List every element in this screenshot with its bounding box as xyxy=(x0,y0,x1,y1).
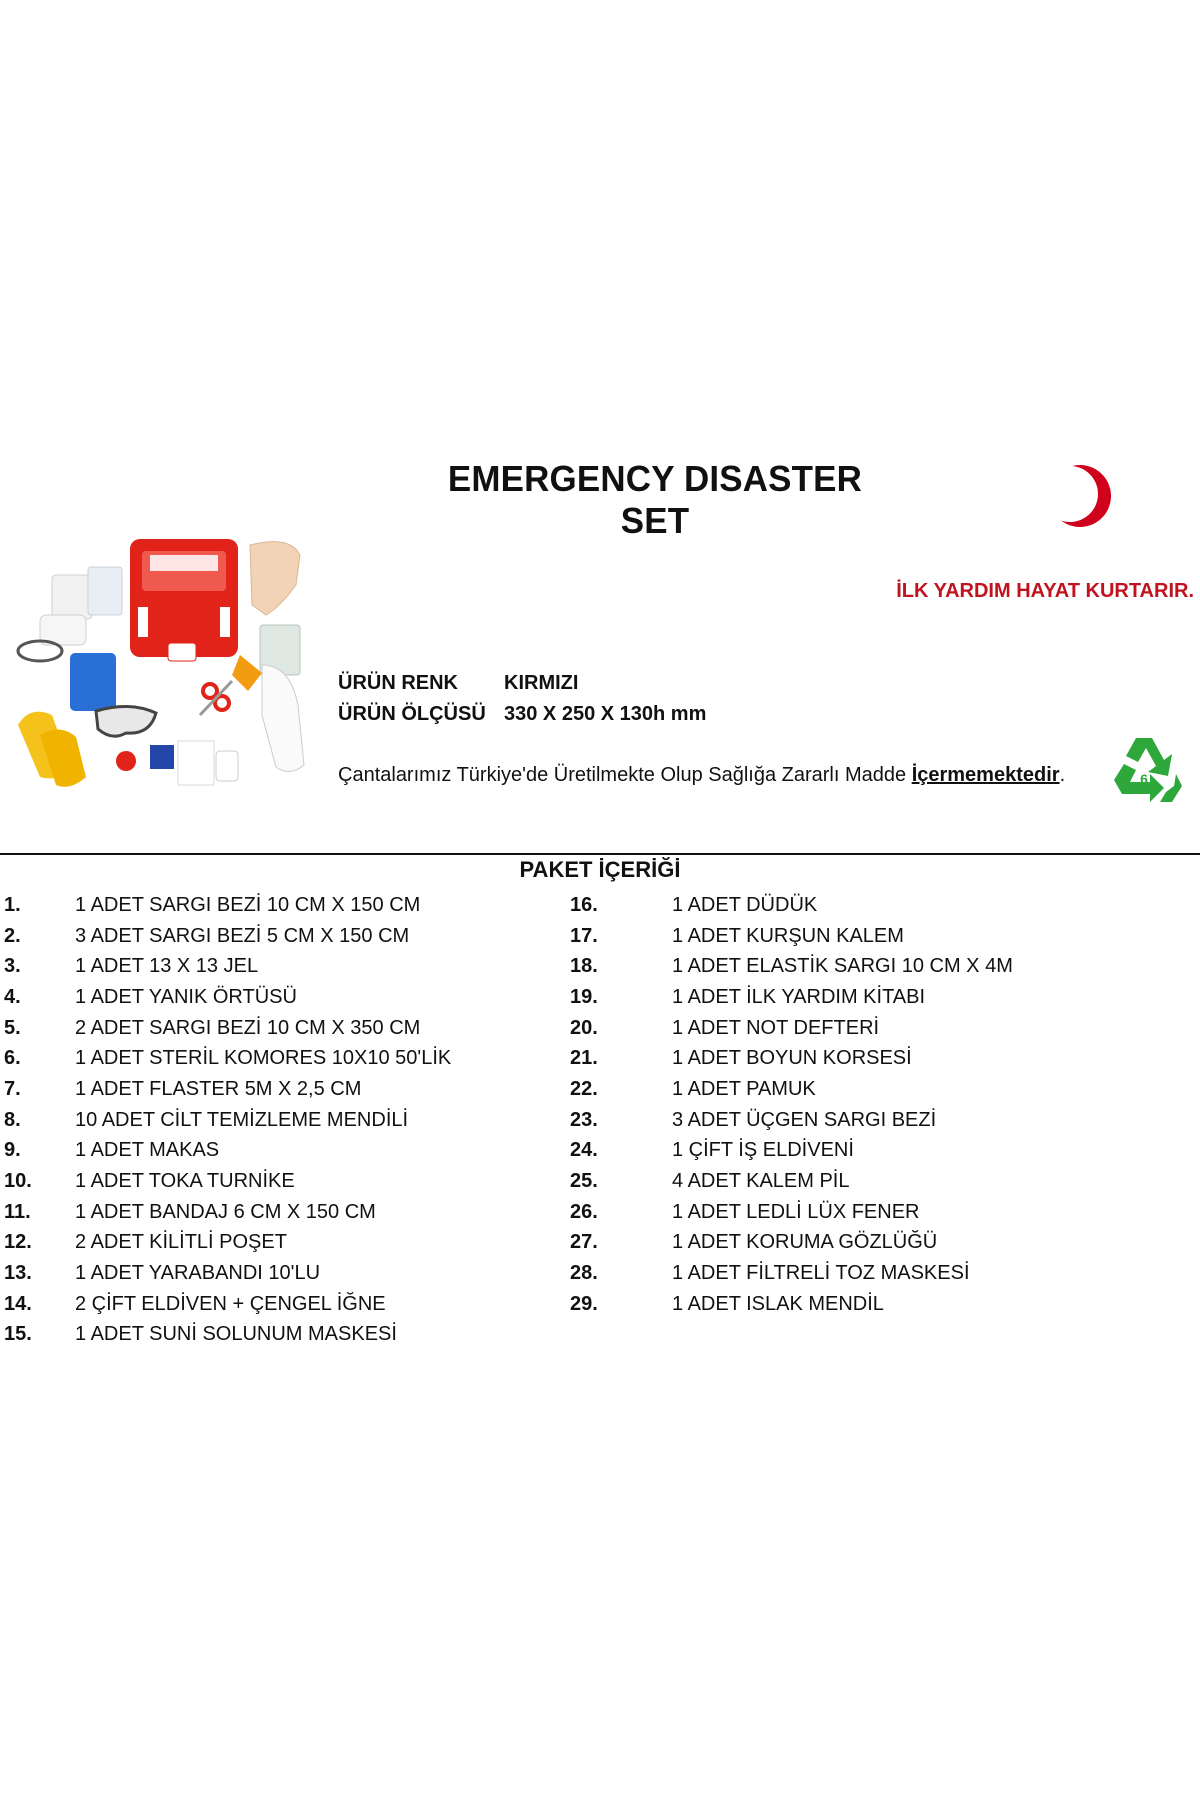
list-item: 6. 1 ADET STERİL KOMORES 10X10 50'LİK xyxy=(4,1047,452,1070)
note-suffix: . xyxy=(1059,764,1066,786)
spec-value: KIRMIZI xyxy=(504,672,579,694)
list-item: 23. 3 ADET ÜÇGEN SARGI BEZİ xyxy=(570,1108,937,1131)
list-item: 13. 1 ADET YARABANDI 10'LU xyxy=(4,1262,321,1285)
spec-color xyxy=(338,672,578,695)
list-item: 25. 4 ADET KALEM PİL xyxy=(570,1170,850,1193)
list-item: 22. 1 ADET PAMUK xyxy=(570,1077,816,1100)
list-item: 4. 1 ADET YANIK ÖRTÜSÜ xyxy=(4,985,297,1008)
list-item: 24. 1 ÇİFT İŞ ELDİVENİ xyxy=(570,1139,854,1162)
list-item: 28. 1 ADET FİLTRELİ TOZ MASKESİ xyxy=(570,1262,970,1285)
list-item: 2. 3 ADET SARGI BEZİ 5 CM X 150 CM xyxy=(4,924,410,947)
list-item: 3. 1 ADET 13 X 13 JEL xyxy=(4,955,259,978)
list-item: 9. 1 ADET MAKAS xyxy=(4,1139,220,1162)
list-item: 21. 1 ADET BOYUN KORSESİ xyxy=(570,1047,912,1070)
list-item: 18. 1 ADET ELASTİK SARGI 10 CM X 4M xyxy=(570,955,1013,978)
spec-label: ÜRÜN RENK xyxy=(338,672,458,694)
list-item: 11. 1 ADET BANDAJ 6 CM X 150 CM xyxy=(4,1200,376,1223)
contents-title: PAKET İÇERİĞİ xyxy=(519,857,681,882)
list-item: 26. 1 ADET LEDLİ LÜX FENER xyxy=(570,1200,920,1223)
divider xyxy=(0,853,1200,855)
list-item: 29. 1 ADET ISLAK MENDİL xyxy=(570,1292,884,1315)
spec-value: 330 X 250 X 130h mm xyxy=(504,703,707,725)
note-text: Çantalarımız Türkiye'de Üretilmekte Olup Sağlığa Zararlı Madde xyxy=(338,764,912,786)
list-item: 1. 1 ADET SARGI BEZİ 10 CM X 150 CM xyxy=(4,893,421,916)
contents-list-right xyxy=(570,890,1013,1320)
page-title: EMERGENCY DISASTER SET xyxy=(447,458,863,541)
list-item: 5. 2 ADET SARGI BEZİ 10 CM X 350 CM xyxy=(4,1016,421,1039)
list-item: 16. 1 ADET DÜDÜK xyxy=(570,893,818,916)
list-item: 20. 1 ADET NOT DEFTERİ xyxy=(570,1016,880,1039)
red-crescent-icon xyxy=(1044,456,1124,536)
list-item: 14. 2 ÇİFT ELDİVEN + ÇENGEL İĞNE xyxy=(4,1292,386,1315)
list-item: 17. 1 ADET KURŞUN KALEM xyxy=(570,924,904,947)
tagline: İLK YARDIM HAYAT KURTARIR. xyxy=(896,580,1194,602)
spec-label: ÜRÜN ÖLÇÜSÜ xyxy=(338,703,486,725)
recycle-icon xyxy=(1102,730,1186,814)
recycle-number: 6 xyxy=(1140,771,1148,787)
list-item: 7. 1 ADET FLASTER 5M X 2,5 CM xyxy=(4,1077,362,1100)
list-item: 15. 1 ADET SUNİ SOLUNUM MASKESİ xyxy=(4,1323,397,1346)
list-item: 27. 1 ADET KORUMA GÖZLÜĞÜ xyxy=(570,1231,938,1254)
note-emphasis: İçermemektedir xyxy=(911,764,1060,786)
first-aid-kit-photo xyxy=(0,515,320,815)
list-item: 12. 2 ADET KİLİTLİ POŞET xyxy=(4,1231,287,1254)
list-item: 10. 1 ADET TOKA TURNİKE xyxy=(4,1170,295,1193)
list-item: 19. 1 ADET İLK YARDIM KİTABI xyxy=(570,985,926,1008)
contents-list-left xyxy=(0,890,451,1350)
spec-dimensions xyxy=(338,703,706,726)
manufacturing-note xyxy=(338,764,1065,787)
list-item: 8. 10 ADET CİLT TEMİZLEME MENDİLİ xyxy=(4,1108,409,1131)
